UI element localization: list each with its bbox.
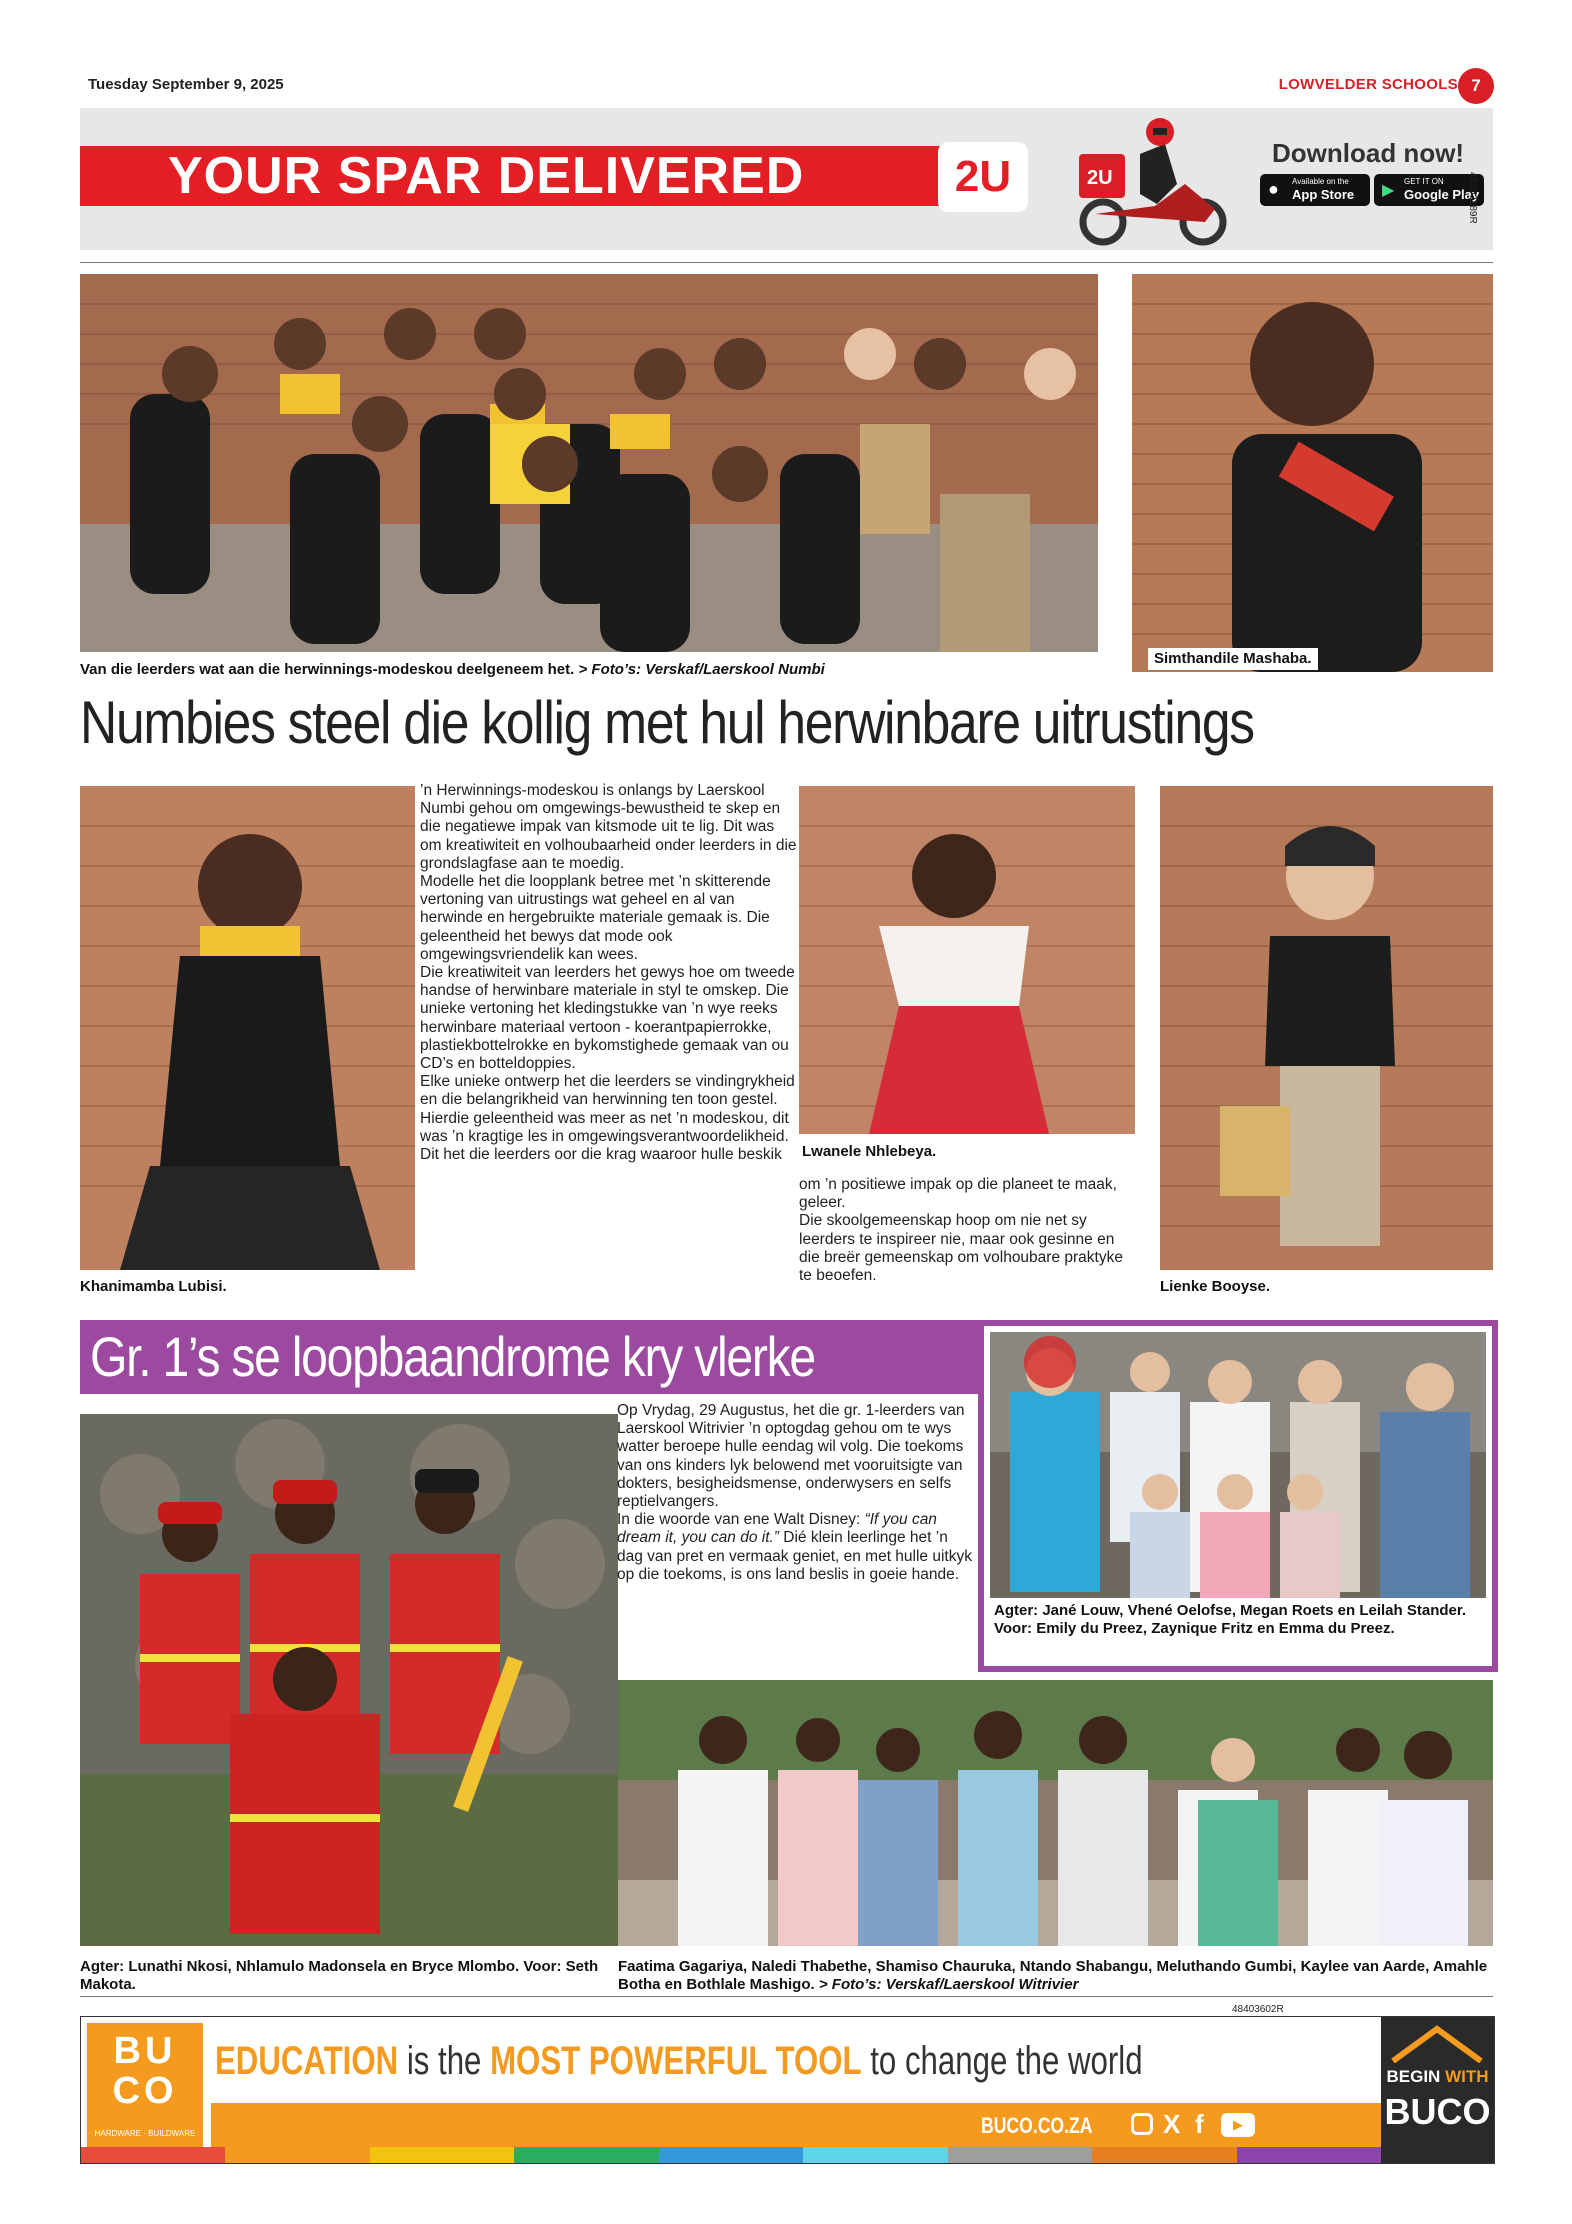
group-photo-caption [80,661,1100,679]
article1-para: Hierdie geleentheid was meer as net ’n modeskou, dit was ’n kragtige les in omgewingsverantwoordelikheid. Dit het die leerders oor die krag waaroor hulle beskik [420,1109,789,1164]
play-icon: ▶ [1382,182,1395,199]
app-store-label: App Store [1292,187,1355,202]
article1-para: om ’n positiewe impak op die planeet te maak, geleer. [799,1176,1117,1212]
spar-advert[interactable] [80,108,1493,250]
spar-ad-code: 48403189R [1467,172,1478,224]
article2-para-quote [617,1511,974,1584]
photo-credit-witrivier: > Foto’s: Verskaf/Laerskool Witrivier [818,1976,1079,1993]
photo-careers-group-right [990,1332,1486,1598]
buco-tagline-tool: MOST POWERFUL TOOL [490,2039,862,2083]
photo-careers-group-bottom [618,1680,1493,1946]
svg-text:2U: 2U [1087,167,1113,189]
instagram-icon[interactable] [1131,2113,1153,2135]
buco-tagline-education: EDUCATION [215,2039,399,2083]
buco-wordmark: BUCO [1384,2091,1491,2132]
begin-with-line [1381,2067,1494,2087]
app-store-small: Available on the [1292,177,1349,186]
caption-lienke: Lienke Booyse. [1160,1278,1271,1295]
google-play-label: Google Play [1404,187,1480,202]
quote-tail: Dié klein leerlinge het ’n dag van pret en vermaak geniet, en met hulle uitkyk op die toekoms, is ons land beslis in goeie hande. [617,1529,972,1583]
x-icon[interactable]: X [1163,2109,1181,2139]
article1-headline: Numbies steel die kollig met hul herwinbare uitrustings [80,689,1254,756]
article1-para: Die kreatiwiteit van leerders het gewys hoe om tweede handse of herwinbare materiale in styl te omskep. Die unieke vertoning het kledingstukke van ’n wye reeks herwinbare materiaal vertoon - koerantpapierrokke, plastiekbottelrokke en bykomstighede gemaak van ou CD’s en botteldoppies. [420,964,795,1073]
caption-careers-right: Agter: Jané Louw, Vhené Oelofse, Megan Roets en Leilah Stander. Voor: Emily du Preez, Zaynique Fritz en Emma du Preez. [994,1602,1467,1637]
article1-column-2 [799,1176,1139,1285]
photo-khanimamba [80,786,415,1270]
section-name: LOWVELDER SCHOOLS [1278,76,1458,93]
group-photo-caption-text: Van die leerders wat aan die herwinnings-modeskou deelgeneem het. [80,661,575,678]
top-divider [80,262,1493,263]
buco-logo-top: BU [113,2030,177,2072]
buco-advert[interactable] [80,2016,1495,2164]
photo-credit-numbi: > Foto’s: Verskaf/Laerskool Numbi [578,661,825,678]
buco-logo-bottom: CO [112,2070,178,2112]
buco-url[interactable]: BUCO.CO.ZA [981,2113,1093,2138]
photo-lienke [1160,786,1493,1270]
caption-simthandile: Simthandile Mashaba. [1148,648,1318,670]
spar-headline: YOUR SPAR DELIVERED [168,147,805,205]
caption-firefighters: Agter: Lunathi Nkosi, Nhlamulo Madonsela en Bryce Mlombo. Voor: Seth Makota. [80,1958,599,1993]
apple-icon: ● [1268,179,1279,199]
google-play-small: GET IT ON [1404,177,1444,186]
buco-color-strip [81,2147,1381,2163]
photo-simthandile [1132,274,1493,672]
spar-2u-badge [938,142,1028,212]
photo-firefighters [80,1414,618,1946]
scooter-rider-illustration [1065,114,1235,246]
caption-careers-bottom-text: Faatima Gagariya, Naledi Thabethe, Shamiso Chauruka, Ntando Shabangu, Meluthando Gumbi, Kaylee van Aarde, Amahle Botha en Bothlale Mashigo. [618,1958,1488,1993]
with-text: WITH [1445,2067,1489,2086]
article2-para: Op Vrydag, 29 Augustus, het die gr. 1-leerders van Laerskool Witrivier ’n optogdag gehou om te wys watter beroepe hulle eendag wil volg. Die toekoms van ons kinders lyk belowend met vooruitsigte van dokters, besigheidsmense, onderwysers en selfs reptielvangers. [617,1402,965,1511]
caption-careers-bottom [618,1958,1488,1994]
buco-logo-tag: HARDWARE · BUILDWARE [94,2129,196,2138]
download-now-text: Download now! [1272,138,1465,168]
article1-para: Modelle het die loopplank betree met ’n skitterende vertoning van uitrustings wat geheel en al van herwinde en hergebruikte materiale gemaak is. Die geleentheid het bewys dat mode ook omgewingsvriendelik kan wees. [420,873,771,963]
app-store-button[interactable] [1260,174,1370,206]
youtube-icon[interactable]: ▶ [1221,2113,1255,2137]
buco-tagline [215,2039,1143,2084]
buco-orange-band [211,2103,1381,2147]
group-photo-recycle-fashion [80,274,1098,652]
article1-para: Elke unieke ontwerp het die leerders se vindingrykheid en die belangrikheid van herwinning ten toon gestel. [420,1073,795,1109]
buco-ad-code: 48403602R [1232,2004,1284,2015]
article1-column-1 [420,782,798,1164]
disney-quote: “If you can dream it, you can do it.” [617,1511,937,1547]
article2-headline-bar [80,1320,982,1394]
photo-lwanele [799,786,1135,1134]
quote-lead: In die woorde van ene Walt Disney: [617,1511,865,1529]
article2-headline: Gr. 1’s se loopbaandrome kry vlerke [90,1325,815,1388]
house-roof-icon [1381,2023,1494,2063]
page-number: 7 [1458,68,1494,104]
bottom-divider [80,1996,1493,1997]
begin-text: BEGIN [1386,2067,1441,2086]
caption-khanimamba: Khanimamba Lubisi. [80,1278,227,1295]
issue-date: Tuesday September 9, 2025 [88,76,284,93]
caption-lwanele: Lwanele Nhlebeya. [802,1143,937,1160]
buco-logo [87,2023,203,2155]
facebook-icon[interactable]: f [1195,2109,1204,2139]
begin-with-buco-panel [1381,2017,1494,2163]
article2-photo-frame [978,1320,1498,1672]
buco-tagline-end: to change the world [861,2039,1143,2083]
article1-para: Die skoolgemeenskap hoop om nie net sy leerders te inspireer nie, maar ook gesinne en die breër gemeenskap om volhoubare praktyke te beoefen. [799,1212,1123,1285]
article1-para: ’n Herwinnings-modeskou is onlangs by Laerskool Numbi gehou om omgewings-bewustheid te skep en die negatiewe impak van kitsmode uit te lig. Dit was om kreatiwiteit en volhoubaarheid onder leerders in die grondslagfase aan te moedig. [420,782,797,872]
spar-2u-text: 2U [954,152,1012,201]
buco-tagline-mid: is the [398,2039,491,2083]
article2-body [617,1402,974,1584]
